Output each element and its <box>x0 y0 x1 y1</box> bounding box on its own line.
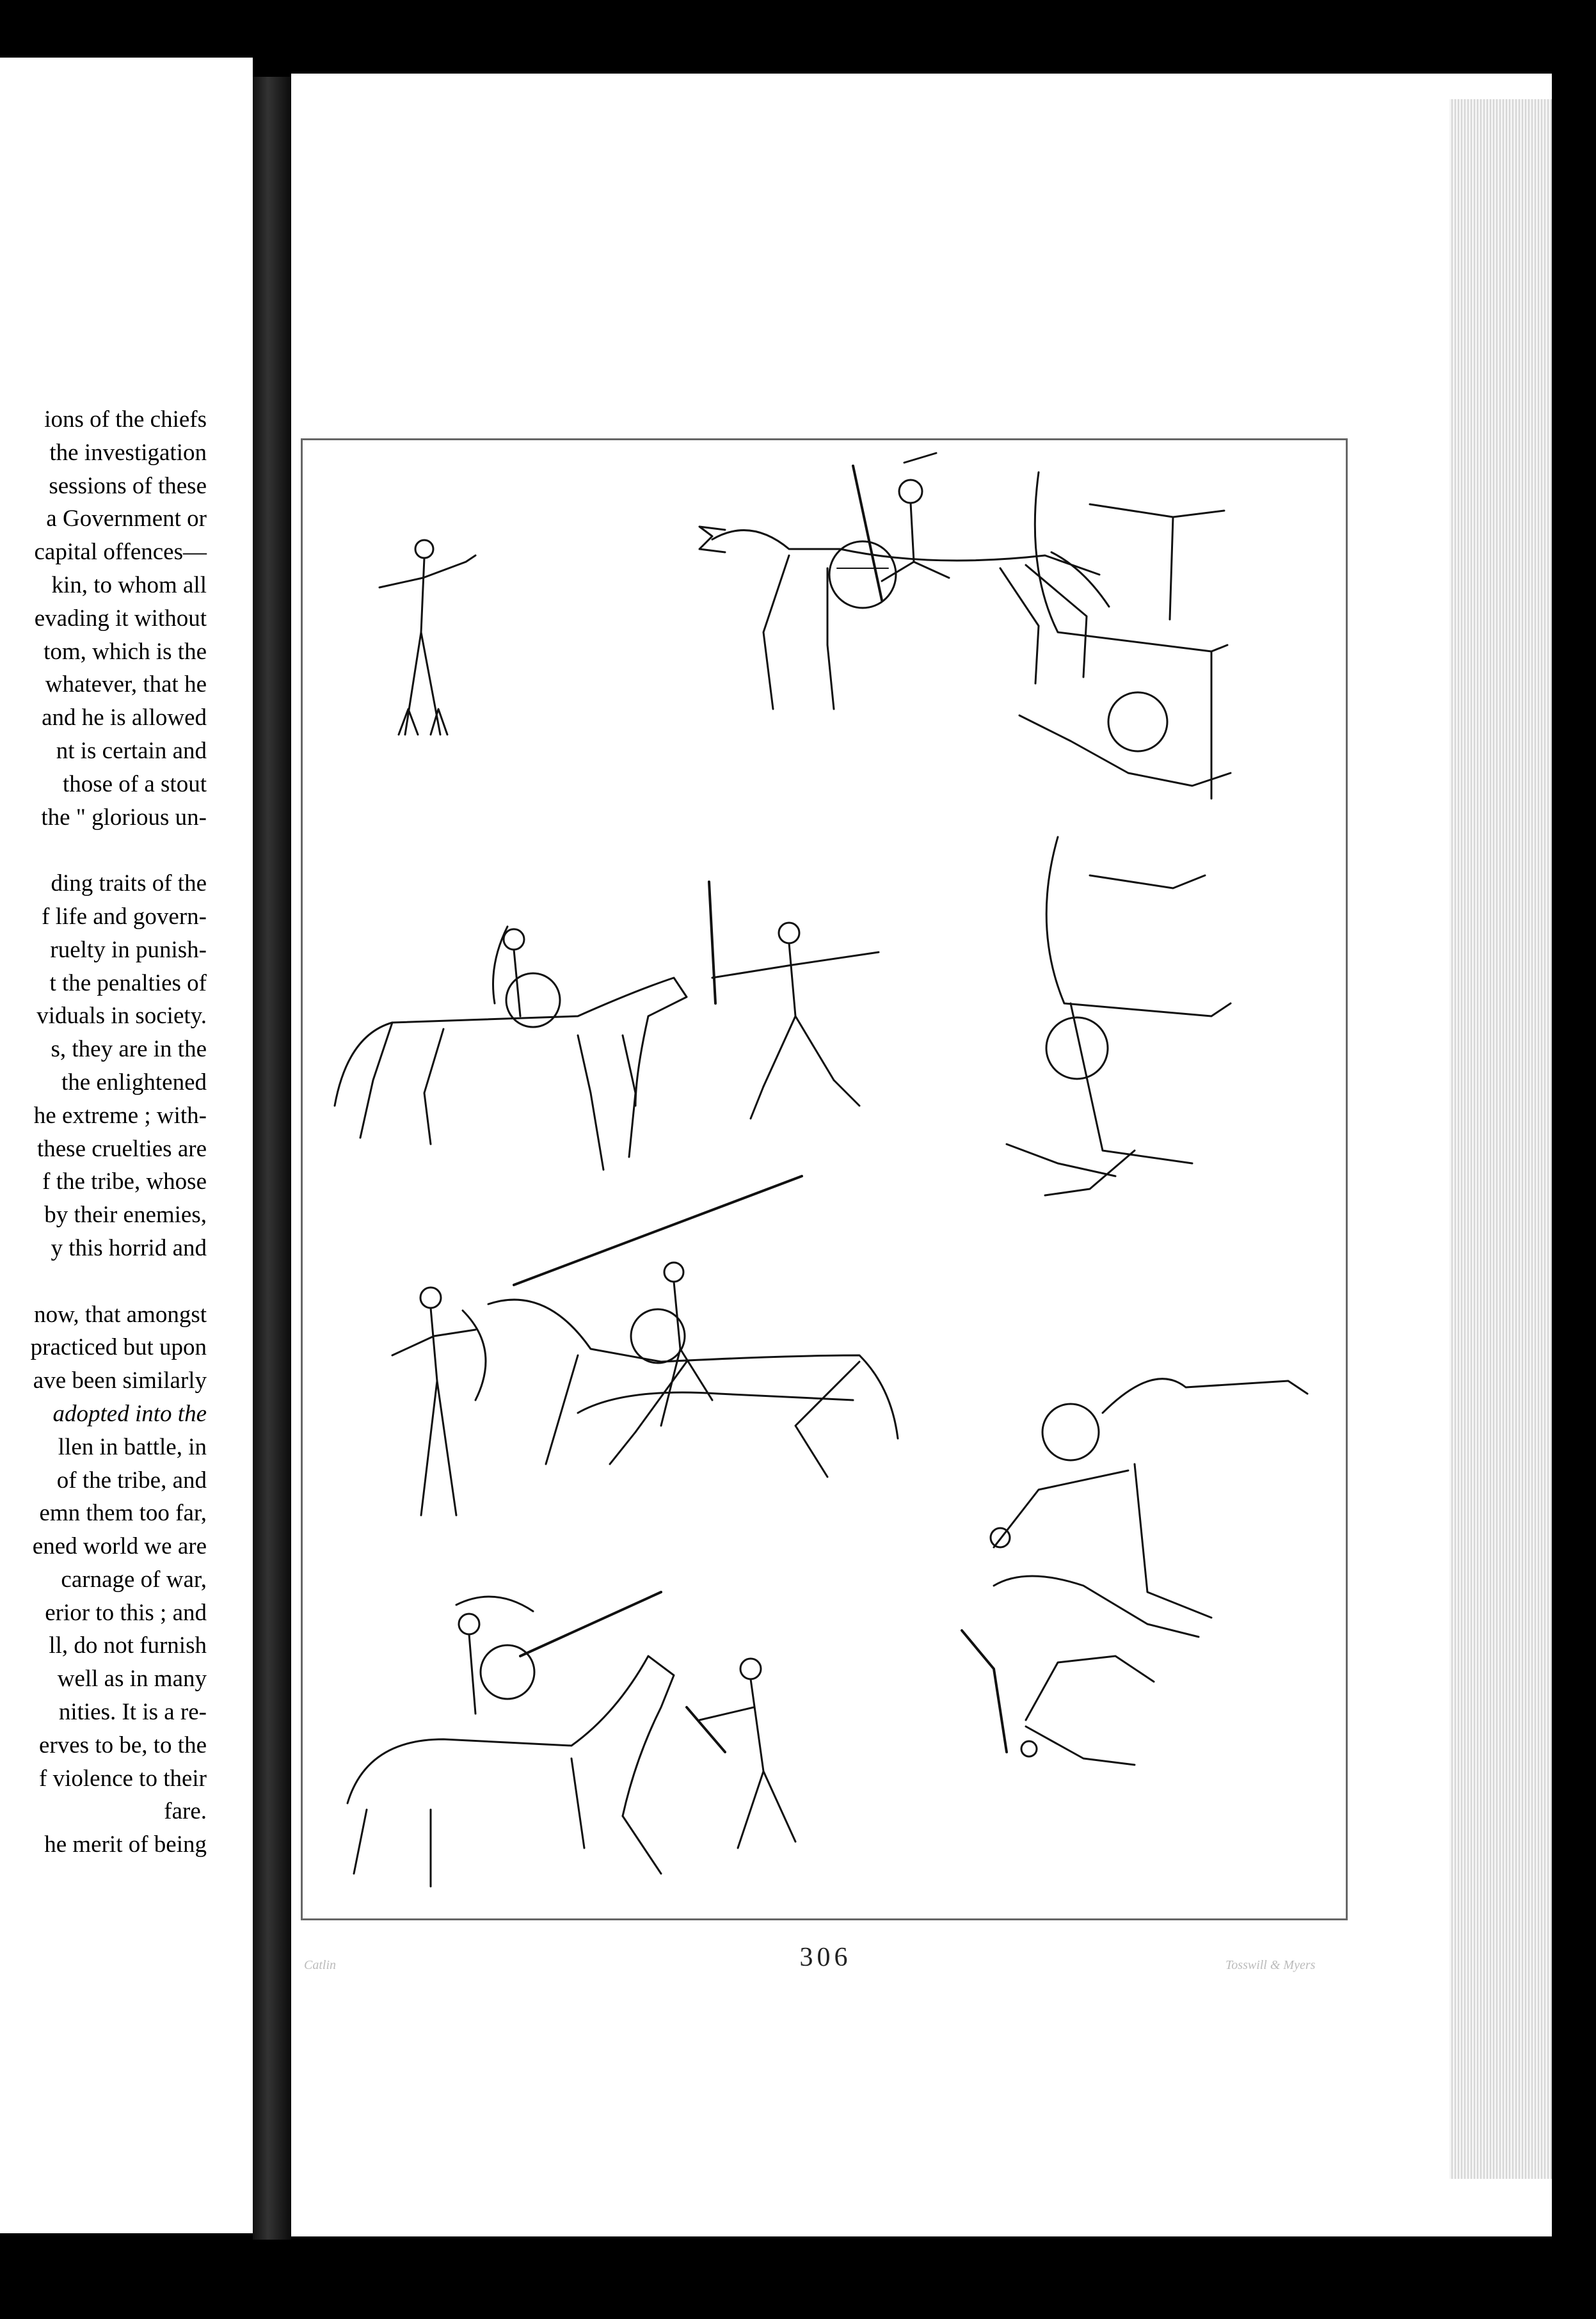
scene-rider-with-shield <box>335 882 879 1170</box>
text-line: now, that amongst <box>34 1301 207 1328</box>
text-line <box>0 834 207 867</box>
scene-standing-vs-rider <box>379 453 1109 735</box>
text-line: these cruelties are <box>36 1135 207 1162</box>
page-number: 306 <box>799 1943 852 1972</box>
text-line: tom, which is the <box>44 638 207 665</box>
left-page-text <box>0 403 207 1861</box>
text-line: he extreme ; with- <box>33 1102 207 1129</box>
text-line: f life and govern- <box>42 903 207 930</box>
text-line: viduals in society. <box>36 1003 207 1030</box>
text-line: erior to this ; and <box>45 1599 207 1626</box>
text-line: ll, do not furnish <box>49 1632 207 1659</box>
text-line: s, they are in the <box>51 1036 207 1063</box>
text-line: nities. It is a re- <box>58 1699 207 1726</box>
text-line: the investigation <box>49 439 207 466</box>
text-line: kin, to whom all <box>51 571 207 598</box>
text-line: by their enemies, <box>44 1202 207 1229</box>
text-line: those of a stout <box>62 770 207 797</box>
artist-credit: Catlin <box>304 1958 337 1972</box>
text-line: a Government or <box>46 506 207 532</box>
text-line: ave been similarly <box>33 1367 207 1394</box>
text-line: ruelty in punish- <box>50 936 207 963</box>
text-line: nt is certain and <box>56 737 207 764</box>
illustration-plate <box>301 438 1348 1920</box>
text-line: well as in many <box>57 1666 207 1693</box>
text-line: he merit of being <box>44 1831 207 1858</box>
text-line: the enlightened <box>61 1069 207 1096</box>
text-line: whatever, that he <box>45 671 207 698</box>
page-edges <box>1449 99 1552 2179</box>
right-page <box>291 74 1552 2236</box>
scene-lower-right-riders <box>962 1379 1307 1765</box>
text-line: of the tribe, and <box>56 1467 207 1494</box>
scene-bottom-left-fight <box>347 1592 795 1886</box>
text-line: emn them too far, <box>39 1500 207 1527</box>
text-line: carnage of war, <box>61 1566 207 1593</box>
scene-spear-rider <box>392 1176 898 1515</box>
book-gutter <box>253 77 291 2240</box>
text-line: erves to be, to the <box>39 1732 207 1758</box>
text-line: capital offences— <box>34 539 207 566</box>
pictograph-drawing <box>303 440 1346 1918</box>
text-line: and he is allowed <box>42 705 207 731</box>
text-line: evading it without <box>34 605 207 632</box>
text-line: t the penalties of <box>49 969 207 996</box>
text-line: f the tribe, whose <box>42 1168 207 1195</box>
text-line: ding traits of the <box>51 870 207 897</box>
text-line: sessions of these <box>49 472 207 499</box>
scene-inverted-riders <box>1007 472 1231 1195</box>
text-line: ened world we are <box>32 1533 207 1560</box>
text-line: adopted into the <box>52 1400 207 1427</box>
text-line: practiced but upon <box>30 1334 207 1361</box>
engraver-credit: Tosswill & Myers <box>1225 1958 1316 1972</box>
text-line: the " glorious un- <box>41 804 207 831</box>
text-line: y this horrid and <box>51 1234 207 1261</box>
text-line: ions of the chiefs <box>44 406 207 433</box>
text-line: f violence to their <box>39 1765 207 1792</box>
text-line: llen in battle, in <box>58 1433 207 1460</box>
text-line: fare. <box>164 1798 207 1825</box>
left-page <box>0 58 253 2233</box>
text-line <box>0 1265 207 1298</box>
